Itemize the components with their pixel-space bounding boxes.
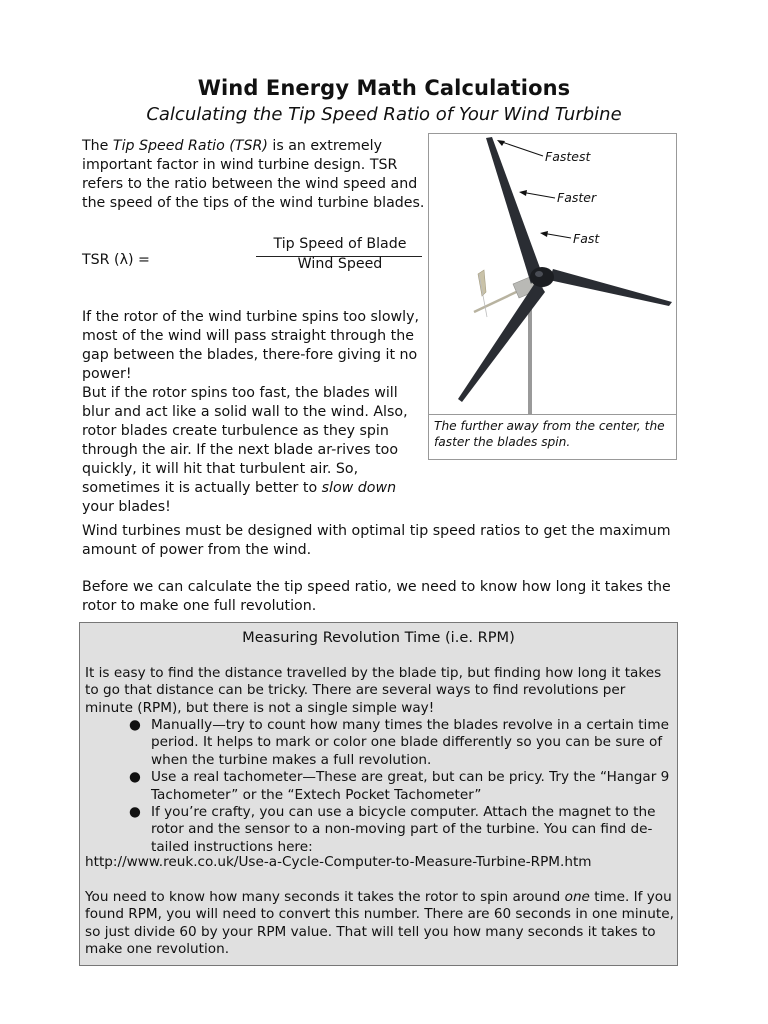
one-emphasis: one bbox=[564, 889, 590, 905]
conclusion-rest: time. If you found RPM, you will need to convert this number. There are 60 seconds in one minute, so just divide 60 by your RPM value. That will tell you how many seconds it takes to make one revolution. bbox=[85, 889, 674, 958]
hub-highlight bbox=[535, 271, 543, 277]
intro-paragraph bbox=[82, 137, 427, 213]
turbine-figure bbox=[428, 133, 677, 460]
page-subtitle: Calculating the Tip Speed Ratio of Your Wind Turbine bbox=[146, 104, 622, 125]
tsr-term: Tip Speed Ratio (TSR) bbox=[112, 138, 268, 154]
revolution-paragraph: Before we can calculate the tip speed ratio, we need to know how long it takes the rotor to make one full revolution. bbox=[82, 579, 671, 614]
fastest-arrowhead bbox=[497, 140, 505, 146]
right-blade bbox=[549, 269, 672, 306]
list-item bbox=[129, 804, 674, 856]
page-title: Wind Energy Math Calculations bbox=[197, 76, 571, 100]
rpm-box-conclusion bbox=[85, 889, 675, 959]
design-paragraph: Wind turbines must be designed with optimal tip speed ratios to get the maximum amount of power from the wind. bbox=[82, 523, 671, 558]
fast-rotor-paragraph bbox=[82, 384, 427, 517]
list-item bbox=[129, 717, 674, 769]
formula-denominator: Wind Speed bbox=[297, 256, 383, 272]
tsr-formula bbox=[82, 236, 407, 276]
faster-label: Faster bbox=[557, 190, 597, 205]
fastest-arrow bbox=[499, 141, 543, 156]
figure-caption: The further away from the center, the faster the blades spin. bbox=[434, 419, 665, 449]
rotor-hub bbox=[530, 267, 554, 287]
caption-divider bbox=[429, 414, 676, 415]
fastest-label: Fastest bbox=[545, 149, 591, 164]
method-manual: Manually—try to count how many times the blades revolve in a certain time period. It helps to mark or color one blade differently so you can be sure of when the turbine makes a full revolution. bbox=[151, 717, 669, 768]
fast-label: Fast bbox=[573, 231, 600, 246]
bullet-icon: ● bbox=[129, 804, 141, 821]
slow-down-emphasis: slow down bbox=[321, 480, 397, 496]
list-item bbox=[129, 769, 674, 804]
method-tachometer: Use a real tachometer—These are great, but can be pricy. Try the “Hangar 9 Tachometer” or the “Extech Pocket Tachometer” bbox=[151, 769, 670, 803]
intro-lead: The bbox=[82, 138, 113, 154]
bullet-icon: ● bbox=[129, 769, 141, 786]
fast-rotor-end: your blades! bbox=[82, 499, 171, 515]
rpm-methods-list bbox=[129, 717, 674, 856]
formula-numerator: Tip Speed of Blade bbox=[273, 236, 407, 252]
bullet-icon: ● bbox=[129, 717, 141, 733]
slow-rotor-paragraph: If the rotor of the wind turbine spins too slowly, most of the wind will pass straight through the gap between the blades, there-fore giving it no power! bbox=[82, 309, 419, 382]
intro-rest: is an extremely important factor in wind turbine design. TSR refers to the ratio between the wind speed and the speed of the tips of the wind turbine blades. bbox=[82, 138, 425, 211]
conclusion-text: You need to know how many seconds it takes the rotor to spin around bbox=[85, 889, 565, 905]
fast-rotor-text: But if the rotor spins too fast, the blades will blur and act like a solid wall to the wind. Also, rotor blades create turbulence as they spin through the air. If the next blade ar-rives too quickly, it will hit that turbulent air. So, sometimes it is actually better to bbox=[82, 385, 408, 496]
fast-arrowhead bbox=[540, 231, 548, 237]
instructions-link[interactable]: http://www.reuk.co.uk/Use-a-Cycle-Computer-to-Measure-Turbine-RPM.htm bbox=[85, 854, 592, 870]
rotor-speed-text bbox=[82, 308, 427, 517]
formula-label: TSR (λ) = bbox=[82, 252, 150, 268]
faster-arrowhead bbox=[519, 190, 527, 196]
top-blade bbox=[486, 137, 540, 284]
rpm-box-title: Measuring Revolution Time (i.e. RPM) bbox=[242, 629, 515, 646]
wind-turbine-illustration bbox=[429, 134, 676, 414]
rpm-box-intro: It is easy to find the distance travelled by the blade tip, but finding how long it takes to go that distance can be tricky. There are several ways to find revolutions per minute (RPM), but there is not a single simple way! bbox=[85, 665, 662, 716]
rpm-info-box bbox=[79, 622, 678, 966]
method-bicycle-computer: If you’re crafty, you can use a bicycle computer. Attach the magnet to the rotor and the sensor to a non-moving part of the turbine. You can find de-tailed instructions here: bbox=[151, 804, 656, 855]
